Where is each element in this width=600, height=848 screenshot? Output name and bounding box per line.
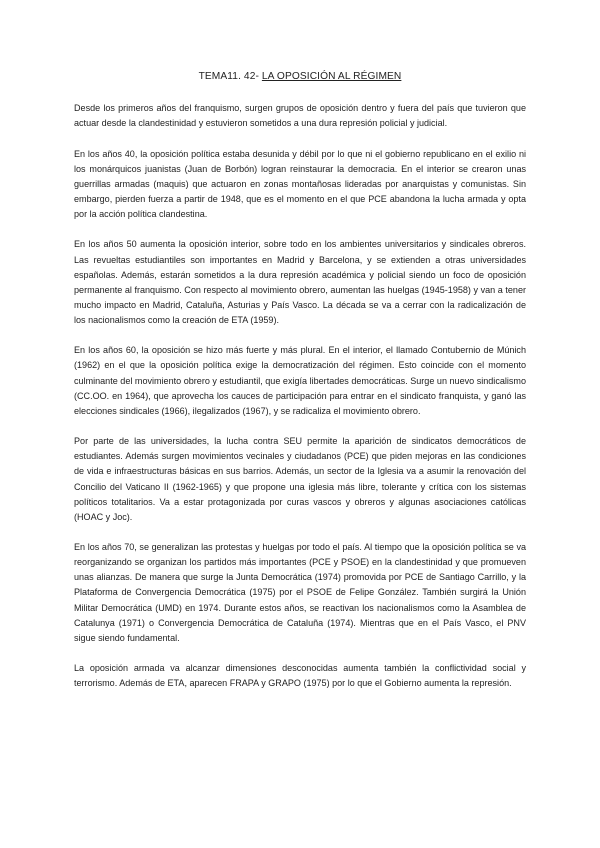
title-subject: LA OPOSICIÓN AL RÉGIMEN [261, 71, 402, 82]
document-title [0, 71, 600, 82]
title-topic-number: TEMA11. 42- [198, 71, 262, 82]
paragraph-universities: Por parte de las universidades, la lucha contra SEU permite la aparición de sindicatos democráticos de estudiantes. Además surgen movimientos vecinales y ciudadanos (PCE) que piden mejoras en las condiciones de vida e infraestructuras básicas en sus barrios. Además, un sector de la Iglesia va a asumir la renovación del Concilio del Vaticano II (1962-1965) y que propone una iglesia más libre, tolerante y crítica con los sistemas políticos totalitarios. Va a estar protagonizada por curas vascos y obreros y algunas asociaciones católicas (HOAC y Joc). [74, 436, 526, 522]
paragraph-1940s: En los años 40, la oposición política estaba desunida y débil por lo que ni el gobierno republicano en el exilio ni los monárquicos juanistas (Juan de Borbón) logran reinstaurar la democracia. En el interior se crearon unas guerrillas armadas (maquis) que actuaron en zonas montañosas lideradas por anarquistas y comunistas. Sin embargo, pierden fuerza a partir de 1948, que es el momento en el que PCE abandona la lucha armada y opta por la acción política clandestina. [74, 148, 526, 219]
document-body [74, 101, 526, 707]
paragraph-1960s: En los años 60, la oposición se hizo más fuerte y más plural. En el interior, el llamado Contubernio de Múnich (1962) en el que la oposición política exige la democratización del régimen. Esto coincide con el momento culminante del movimiento obrero y estudiantil, que exigía libertades democráticas. Surge un nuevo sindicalismo (CC.OO. en 1964), que aprovecha los cauces de participación para entrar en el sindicato franquista, y ganó las elecciones sindicales (1966), ilegalizados (1967), y se radicaliza el movimiento obrero. [74, 345, 526, 416]
paragraph-1950s: En los años 50 aumenta la oposición interior, sobre todo en los ambientes universitarios y sindicales obreros. Las revueltas estudiantiles son importantes en Madrid y Barcelona, y se extienden a otras universidades españolas. Además, estarán sometidos a la dura represión académica y policial siendo un foco de oposición permanente al franquismo. Con respecto al movimiento obrero, aumentan las huelgas (1945-1958) y van a tener mucho impacto en Madrid, Cataluña, Asturias y País Vasco. La década se va a cerrar con la radicalización de los nacionalismos como la creación de ETA (1959). [74, 239, 526, 325]
paragraph-1970s: En los años 70, se generalizan las protestas y huelgas por todo el país. Al tiempo que la oposición política se va reorganizando se organizan los partidos más importantes (PCE y PSOE) en la clandestinidad y que promueven unas alianzas. De manera que surge la Junta Democrática (1974) promovida por PCE de Santiago Carrillo, y la Plataforma de Convergencia Democrática (1975) por el PSOE de Felipe González. También surgirá la Unión Militar Democrática (UMD) en 1974. Durante estos años, se reactivan los nacionalismos como la Asamblea de Catalunya (1971) o Convergencia Democrática de Cataluña (1974). Mientras que en el País Vasco, el PNV sigue siendo fundamental. [74, 542, 526, 643]
paragraph-intro: Desde los primeros años del franquismo, surgen grupos de oposición dentro y fuera del país que tuvieron que actuar desde la clandestinidad y estuvieron sometidos a una dura represión policial y judicial. [74, 103, 526, 129]
paragraph-armed-opposition: La oposición armada va alcanzar dimensiones desconocidas aumenta también la conflictividad social y terrorismo. Además de ETA, aparecen FRAPA y GRAPO (1975) por lo que el Gobierno aumenta la represión. [74, 663, 526, 689]
